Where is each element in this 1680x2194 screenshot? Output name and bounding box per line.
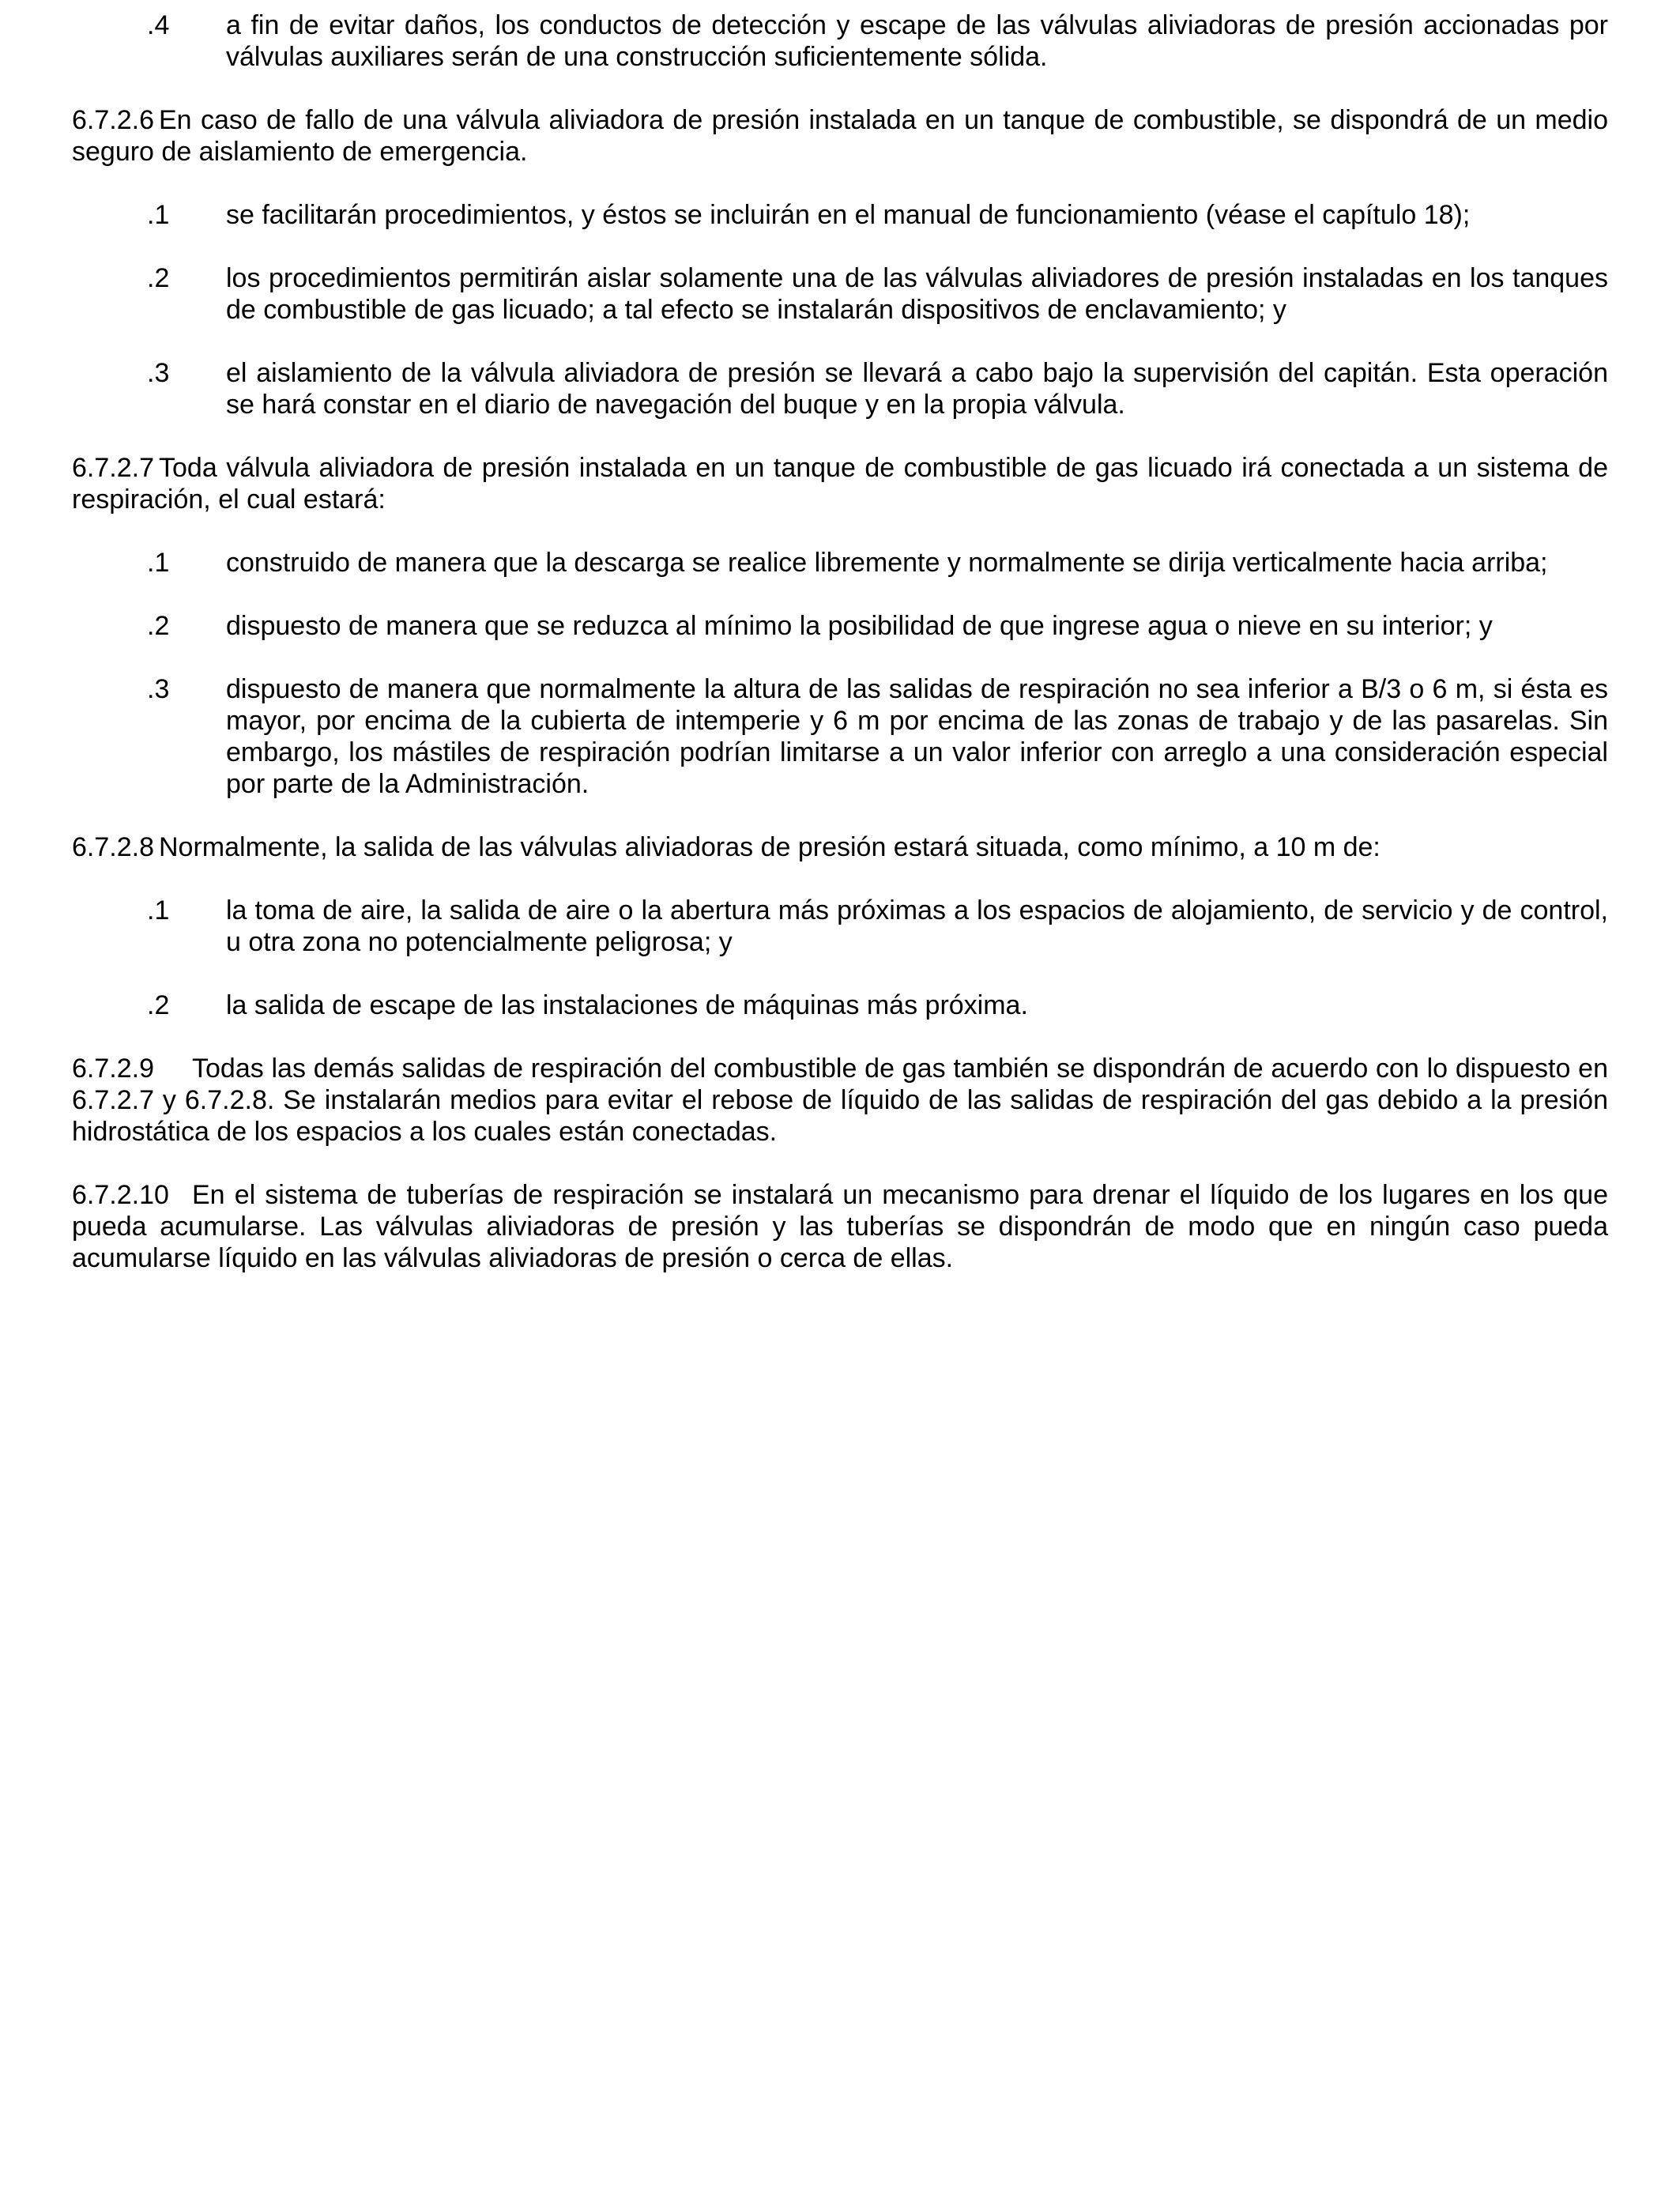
list-item [72,547,1608,579]
list-item [72,199,1608,231]
list-item-text: la toma de aire, la salida de aire o la abertura más próximas a los espacios de alojamiento, de servicio y de control, u otra zona no potencialmente peligrosa; y [226,895,1608,957]
paragraph-number: 6.7.2.8 [72,832,154,862]
list-item [72,262,1608,326]
paragraph-text: En el sistema de tuberías de respiración se instalará un mecanismo para drenar el líquido de los lugares en los que pueda acumularse. Las válvulas aliviadoras de presión y las tuberías se dispondrán de modo que en ningún caso pueda acumularse líquido en las válvulas aliviadoras de presión o cerca de ellas. [72,1180,1608,1273]
list-item-marker: .1 [147,200,170,230]
list-item-text: a fin de evitar daños, los conductos de detección y escape de las válvulas aliviadoras de presión accionadas por válvulas auxiliares serán de una construcción suficientemente sólida. [226,10,1608,72]
list-item [72,610,1608,642]
paragraph-text: Normalmente, la salida de las válvulas aliviadoras de presión estará situada, como mínimo, a 10 m de: [159,832,1381,862]
paragraph-6.7.2.10 [72,1179,1608,1274]
list-item-marker: .2 [147,611,170,641]
list-item [72,990,1608,1021]
paragraph-6.7.2.9 [72,1053,1608,1148]
paragraph-6.7.2.8 [72,831,1608,863]
list-item-marker: .3 [147,674,170,704]
paragraph-6.7.2.6 [72,104,1608,168]
list-item-marker: .2 [147,990,170,1020]
list-item-marker: .3 [147,358,170,388]
list-item-marker: .1 [147,548,170,578]
paragraph-number: 6.7.2.9 [72,1054,154,1084]
list-item-text: dispuesto de manera que normalmente la altura de las salidas de respiración no sea inferior a B/3 o 6 m, si ésta es mayor, por encima de la cubierta de intemperie y 6 m por encima de las zonas de trabajo y de las pasarelas. Sin embargo, los mástiles de respiración podrían limitarse a un valor inferior con arreglo a una consideración especial por parte de la Administración. [226,674,1608,799]
paragraph-number: 6.7.2.6 [72,105,154,135]
list-item-text: dispuesto de manera que se reduzca al mínimo la posibilidad de que ingrese agua o nieve en su interior; y [226,611,1493,641]
paragraph-number: 6.7.2.10 [72,1180,169,1210]
paragraph-text: Toda válvula aliviadora de presión instalada en un tanque de combustible de gas licuado irá conectada a un sistema de respiración, el cual estará: [72,453,1608,515]
list-item [72,357,1608,420]
paragraph-number: 6.7.2.7 [72,453,154,483]
paragraph-text: Todas las demás salidas de respiración del combustible de gas también se dispondrán de acuerdo con lo dispuesto en 6.7.2.7 y 6.7.2.8. Se instalarán medios para evitar el rebose de líquido de las salidas de respiración del gas debido a la presión hidrostática de los espacios a los cuales están conectadas. [72,1054,1608,1147]
list-item [72,673,1608,800]
list-item-text: construido de manera que la descarga se realice libremente y normalmente se dirija verticalmente hacia arriba; [226,548,1548,578]
list-item [72,9,1608,73]
list-item [72,895,1608,958]
list-item-marker: .4 [147,10,170,40]
list-item-text: la salida de escape de las instalaciones de máquinas más próxima. [226,990,1028,1020]
paragraph-text: En caso de fallo de una válvula aliviadora de presión instalada en un tanque de combustible, se dispondrá de un medio seguro de aislamiento de emergencia. [72,105,1608,167]
list-item-text: se facilitarán procedimientos, y éstos se incluirán en el manual de funcionamiento (véase el capítulo 18); [226,200,1471,230]
list-item-marker: .2 [147,263,170,293]
list-item-text: el aislamiento de la válvula aliviadora de presión se llevará a cabo bajo la supervisión del capitán. Esta operación se hará constar en el diario de navegación del buque y en la propia válvula. [226,358,1608,420]
paragraph-6.7.2.7 [72,452,1608,515]
list-item-text: los procedimientos permitirán aislar solamente una de las válvulas aliviadores de presión instaladas en los tanques de combustible de gas licuado; a tal efecto se instalarán dispositivos de enclavamiento; y [226,263,1608,325]
list-item-marker: .1 [147,895,170,925]
